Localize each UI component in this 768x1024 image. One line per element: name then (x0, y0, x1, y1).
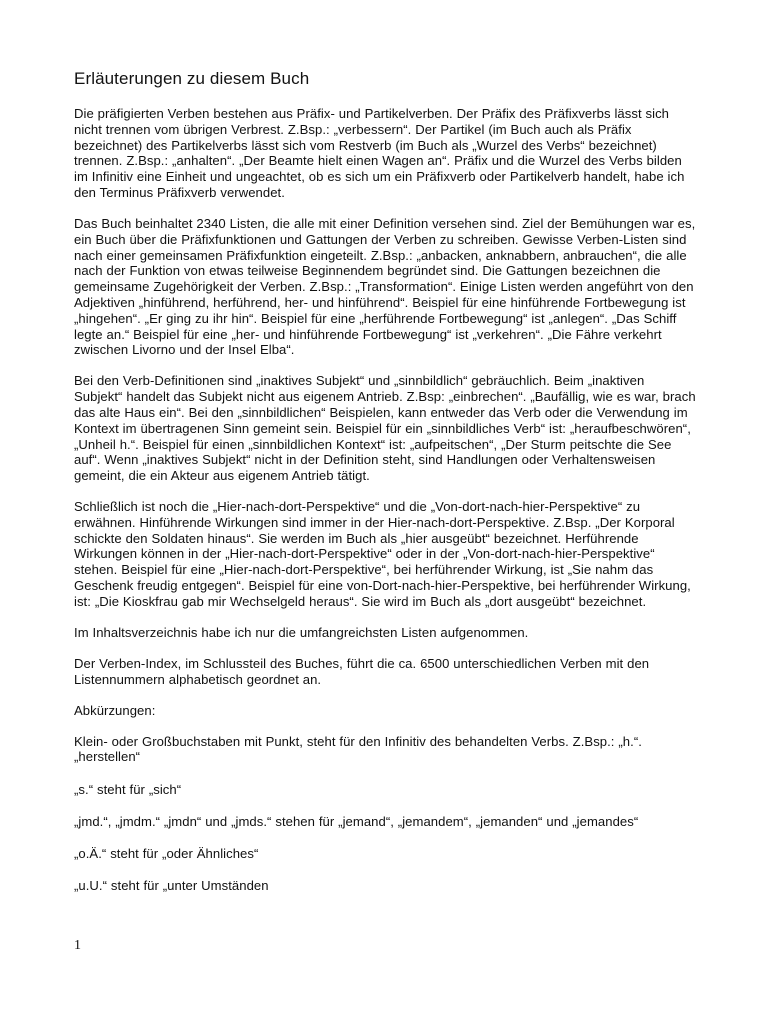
abbreviation-item-jemand: „jmd.“, „jmdm.“ „jmdn“ und „jmds.“ stehen für „jemand“, „jemandem“, „jemanden“ und „jemandes“ (74, 813, 639, 829)
abbreviation-item-infinitive: Klein- oder Großbuchstaben mit Punkt, steht für den Infinitiv des behandelten Verbs. Z.Bsp.: „h.“. „herstellen“ (74, 733, 642, 765)
abbreviation-item-uu: „u.U.“ steht für „unter Umständen (74, 878, 269, 894)
abbreviation-item-oae: „o.Ä.“ steht für „oder Ähnliches“ (74, 845, 259, 861)
page-number: 1 (74, 938, 81, 953)
abbreviations-heading: Abkürzungen: (74, 702, 156, 718)
paragraph-lists: Das Buch beinhaltet 2340 Listen, die alle mit einer Definition versehen sind. Ziel der Bemühungen war es, ein Buch über die Präfixfunktionen und Gattungen der Verben zu schreiben. Gewisse Verben-Listen sind nach einer gemeinsamen Präfixfunktion eingeteilt. Z.Bsp.: „anbacken, anknabbern, anbrauchen“, die alle nach der Funktion von etwas teilweise Beginnendem begründet sind. Die Gattungen bezeichnen die gemeinsame Zugehörigkeit der Verben. Z.Bsp.: „Transformation“. Einige Listen werden angeführt von den Adjektiven „hinführend, herführend, her- und hinführend“. Beispiel für eine hinführende Fortbewegung ist „hingehen“. „Er ging zu ihr hin“. Beispiel für eine „herführende Fortbewegung“ ist „anlegen“. „Das Schiff legte an.“ Beispiel für eine „her- und hinführende Fortbewegung“ ist „verkehren“. „Die Fähre verkehrt zwischen Livorno und der Insel Elba“. (74, 215, 696, 358)
page-content (74, 68, 696, 910)
paragraph-prefix-verbs: Die präfigierten Verben bestehen aus Präfix- und Partikelverben. Der Präfix des Präfixverbs lässt sich nicht trennen vom übrigen Verbrest. Z.Bsp.: „verbessern“. Der Partikel (im Buch auch als Präfix bezeichnet) des Partikelverbs lässt sich vom Restverb (im Buch als „Wurzel des Verbs“ bezeichnet) trennen. Z.Bsp.: „anhalten“. „Der Beamte hielt einen Wagen an“. Präfix und die Wurzel des Verbs bilden im Infinitiv eine Einheit und ungeachtet, ob es sich um ein Präfixverb oder Partikelverb handelt, habe ich den Terminus Präfixverb verwendet. (74, 106, 685, 200)
abbreviation-item-sich: „s.“ steht für „sich“ (74, 781, 182, 797)
paragraph-index: Der Verben-Index, im Schlussteil des Buches, führt die ca. 6500 unterschiedlichen Verben mit den Listennummern alphabetisch geordnet an. (74, 655, 650, 687)
paragraph-perspective: Schließlich ist noch die „Hier-nach-dort-Perspektive“ und die „Von-dort-nach-hier-Perspektive“ zu erwähnen. Hinführende Wirkungen sind immer in der Hier-nach-dort-Perspektive. Z.Bsp. „Der Korporal schickte den Soldaten hinaus“. Sie werden im Buch als „hier ausgeübt“ bezeichnet. Herführende Wirkungen können in der „Hier-nach-dort-Perspektive“ oder in der „Von-dort-nach-hier-Perspektive“ stehen. Beispiel für eine „Hier-nach-dort-Perspektive“, bei herführender Wirkung, ist „Sie nahm das Geschenk freudig entgegen“. Beispiel für eine von-Dort-nach-hier-Perspektive, bei herführender Wirkung, ist: „Die Kioskfrau gab mir Wechselgeld heraus“. Sie wird im Buch als „dort ausgeübt“ bezeichnet. (74, 499, 691, 609)
paragraph-contents: Im Inhaltsverzeichnis habe ich nur die umfangreichsten Listen aufgenommen. (74, 624, 529, 640)
paragraph-definitions: Bei den Verb-Definitionen sind „inaktives Subjekt“ und „sinnbildlich“ gebräuchlich. Beim „inaktiven Subjekt“ handelt das Subjekt nicht aus eigenem Antrieb. Z.Bsp: „einbrechen“. „Baufällig, wie es war, brach das alte Haus ein“. Bei den „sinnbildlichen“ Beispielen, kann entweder das Verb oder die Verwendung im Kontext im übertragenen Sinn gemeint sein. Beispiel für ein „sinnbildliches Verb“ ist: „heraufbeschwören“, „Unheil h.“. Beispiel für einen „sinnbildlichen Kontext“ ist: „aufpeitschen“, „Der Sturm peitschte die See auf“. Wenn „inaktives Subjekt“ nicht in der Definition steht, sind Handlungen oder Verhaltensweisen gemeint, die ein Akteur aus eigenem Antrieb tätigt. (74, 373, 696, 484)
page-title: Erläuterungen zu diesem Buch (74, 69, 310, 88)
